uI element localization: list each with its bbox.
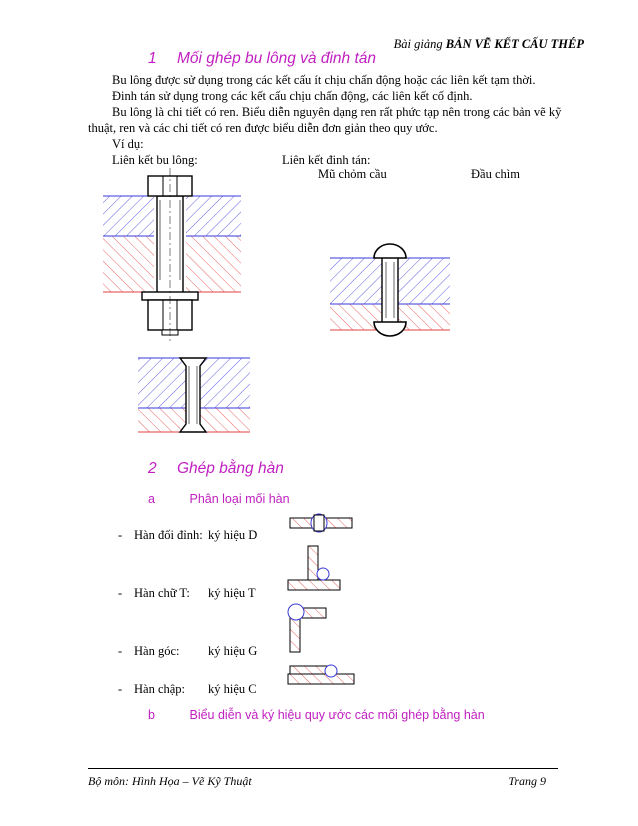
- para-bolt: Bu lông được sử dụng trong các kết cấu ít chịu chấn động hoặc các liên kết tạm thời.: [112, 73, 536, 87]
- weld-symbol: ký hiệu D: [208, 528, 258, 542]
- para-thread-1: Bu lông là chi tiết có ren. Biểu diễn nguyên dạng ren rất phức tạp nên trong các bản vẽ kỹ: [112, 105, 562, 119]
- para-rivet: Đinh tán sử dụng trong các kết cấu chịu chấn động, các liên kết cố định.: [112, 89, 473, 103]
- section-2-number: 2: [148, 460, 157, 477]
- section-2-title: Ghép bằng hàn: [176, 460, 284, 477]
- t-weld-drawing: [288, 546, 340, 590]
- weld-name: Hàn chữ T:: [134, 586, 190, 600]
- weld-name: Hàn góc:: [134, 644, 180, 658]
- section-2-heading: [148, 460, 284, 478]
- header-title: BẢN VẼ KẾT CẤU THÉP: [445, 37, 584, 51]
- countersunk-rivet-drawing: [138, 358, 250, 432]
- lap-weld-drawing: [288, 665, 354, 684]
- example-label: Ví dụ:: [112, 137, 144, 151]
- weld-name: Hàn chập:: [134, 682, 186, 696]
- weld-name: Hàn đối đỉnh:: [134, 528, 203, 542]
- subsection-a-letter: a: [148, 492, 155, 506]
- weld-item-corner: - Hàn góc: ký hiệu G: [118, 644, 258, 658]
- subsection-b-letter: b: [148, 708, 155, 722]
- header-prefix: Bài giảng: [393, 37, 443, 51]
- section-1-number: 1: [148, 50, 157, 67]
- bolt-joint-drawing: [103, 168, 241, 342]
- rivet-joint-label: Liên kết đinh tán:: [282, 153, 371, 167]
- subsection-a-heading: [148, 492, 290, 506]
- para-thread-2: thuật, ren và các chi tiết có ren được biểu diễn đơn giản theo quy ước.: [88, 121, 438, 135]
- rivet-round-head-label: Mũ chỏm cầu: [318, 167, 387, 181]
- footer-page-number: Trang 9: [508, 774, 546, 788]
- bolt-joint-label: Liên kết bu lông:: [112, 153, 198, 167]
- weld-item-lap: - Hàn chập: ký hiệu C: [118, 682, 257, 696]
- weld-item-t: - Hàn chữ T: ký hiệu T: [118, 586, 256, 600]
- rivet-countersunk-label: Đầu chìm: [471, 167, 520, 181]
- weld-item-butt: - Hàn đối đỉnh: ký hiệu D: [118, 528, 258, 542]
- corner-weld-drawing: [288, 604, 326, 652]
- subsection-b-title: Biểu diễn và ký hiệu quy ước các mối ghép bằng hàn: [189, 708, 485, 722]
- butt-weld-drawing: [290, 514, 352, 532]
- footer-rule: [88, 768, 558, 769]
- weld-symbol: ký hiệu G: [208, 644, 258, 658]
- weld-symbol: ký hiệu T: [208, 586, 256, 600]
- weld-symbol: ký hiệu C: [208, 682, 257, 696]
- subsection-a-title: Phân loại mối hàn: [189, 492, 290, 506]
- subsection-b-heading: [148, 708, 485, 722]
- footer-department: Bộ môn: Hình Họa – Vẽ Kỹ Thuật: [88, 774, 252, 788]
- section-1-title: Mối ghép bu lông và đinh tán: [176, 50, 377, 67]
- round-head-rivet-drawing: [330, 244, 450, 336]
